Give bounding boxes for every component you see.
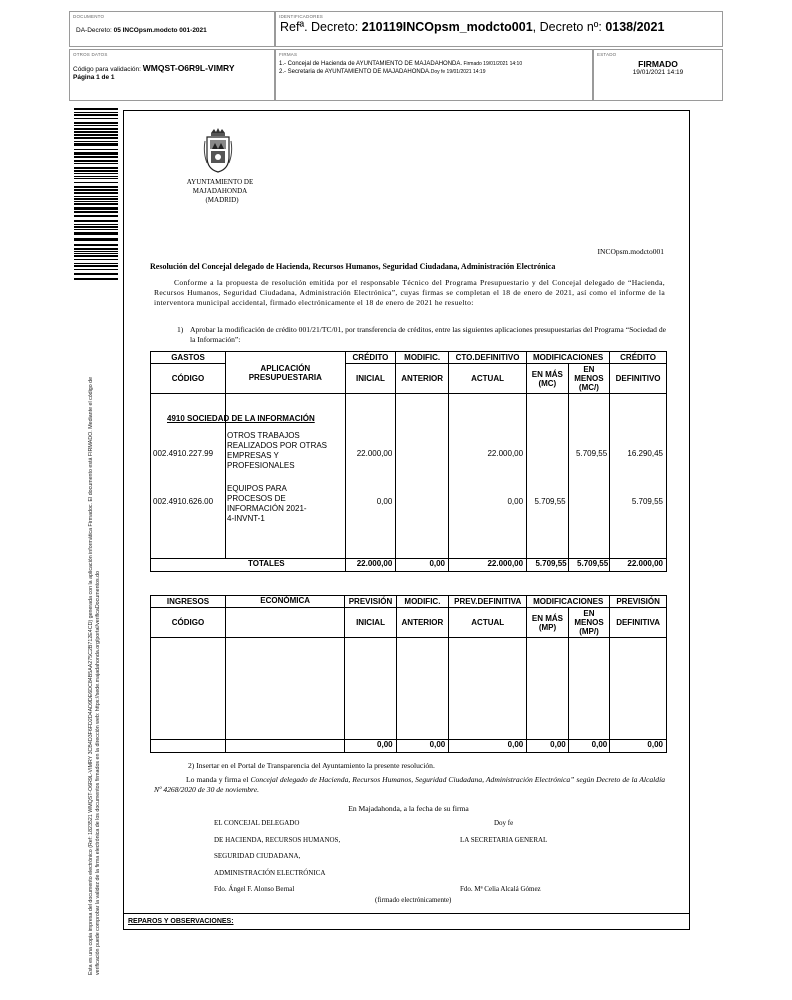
verification-notice bbox=[88, 275, 102, 975]
col-divider bbox=[225, 394, 226, 558]
gastos-table bbox=[150, 351, 667, 572]
total-menos: 5.709,55 bbox=[568, 559, 610, 572]
firma-1: 1.- Concejal de Hacienda de AYUNTAMIENTO DE MAJADAHONDA. Firmado 19/01/2021 14:10 bbox=[279, 61, 523, 67]
firmas-box bbox=[275, 49, 593, 101]
gastos-mas-cell bbox=[527, 394, 569, 559]
gastos-inicial-cell bbox=[345, 394, 396, 559]
row-1-actual: 22.000,00 bbox=[487, 449, 524, 458]
col-economica-blank bbox=[225, 608, 344, 638]
totals-label: TOTALES bbox=[151, 559, 346, 572]
col-actual-ing: ACTUAL bbox=[449, 608, 527, 638]
point-1: 1) Aprobar la modificación de crédito 001/21/TC/01, por transferencia de créditos, entre las siguientes aplicaciones presupuestarias del Programa “Sociedad de la Información”: bbox=[177, 325, 666, 344]
row-2-descripcion: EQUIPOS PARA PROCESOS DE INFORMACIÓN 2021-4-INVNT-1 bbox=[227, 484, 307, 523]
otros-datos-box bbox=[69, 49, 275, 101]
estado-date: 19/01/2021 14:19 bbox=[632, 69, 684, 76]
col-anterior: ANTERIOR bbox=[396, 364, 449, 394]
sig1-line-5: Fdo. Ángel F. Alonso Bernal bbox=[214, 885, 295, 893]
identificadores-label: IDENTIFICADORES bbox=[279, 14, 324, 19]
col-definitivo: DEFINITIVO bbox=[610, 364, 667, 394]
col-economica: ECONÓMICA bbox=[225, 596, 344, 608]
col-prev-definitiva: PREV.DEFINITIVA bbox=[449, 596, 527, 608]
col-anterior-ing: ANTERIOR bbox=[396, 608, 449, 638]
col-modific: MODIFIC. bbox=[396, 352, 449, 364]
total-anterior: 0,00 bbox=[396, 559, 449, 572]
total-actual: 22.000,00 bbox=[449, 559, 527, 572]
ingresos-header-row-1 bbox=[151, 596, 667, 608]
col-en-menos-ing: EN MENOS (MP/) bbox=[568, 608, 610, 638]
col-inicial-ing: INICIAL bbox=[345, 608, 396, 638]
point-2: 2) Insertar en el Portal de Transparencia del Ayuntamiento la presente resolución. bbox=[188, 761, 435, 770]
col-actual: ACTUAL bbox=[449, 364, 527, 394]
ing-total-definitivo: 0,00 bbox=[610, 740, 667, 753]
row-1-codigo: 002.4910.227.99 bbox=[153, 449, 214, 458]
verification-line-1: Esta es una copia impresa del documento electrónico (Ref: 1823521 WMQST-O6R9L-VIMRY 3CB4D3F6FD2D4AD9DE6DC84B5AA275C2B712E4CD) generada con la aplicación informática Firmadoc. El documento está FIRMADO. Mediante el código de bbox=[88, 376, 94, 975]
row-1-menos: 5.709,55 bbox=[576, 449, 608, 458]
total-mas: 5.709,55 bbox=[527, 559, 569, 572]
documento-label: DOCUMENTO bbox=[73, 14, 105, 19]
ing-total-mas: 0,00 bbox=[527, 740, 569, 753]
col-gastos: GASTOS bbox=[151, 352, 226, 364]
row-2-inicial: 0,00 bbox=[376, 497, 393, 506]
resolution-title: Resolución del Concejal delegado de Hacienda, Recursos Humanos, Seguridad Ciudadana, Administración Electrónica bbox=[150, 262, 556, 271]
row-1-inicial: 22.000,00 bbox=[356, 449, 393, 458]
identificadores-box bbox=[275, 11, 723, 47]
ing-total-actual: 0,00 bbox=[449, 740, 527, 753]
firmado-electronicamente: (firmado electrónicamente) bbox=[375, 896, 452, 904]
col-cto-definitivo: CTO.DEFINITIVO bbox=[449, 352, 527, 364]
ingresos-table bbox=[150, 595, 667, 753]
signature-secretaria bbox=[460, 815, 547, 898]
col-ingresos: INGRESOS bbox=[151, 596, 226, 608]
ing-total-menos: 0,00 bbox=[568, 740, 610, 753]
col-modific-ing: MODIFIC. bbox=[396, 596, 449, 608]
row-2-actual: 0,00 bbox=[507, 497, 524, 506]
sig2-name: Fdo. Mª Celia Alcalá Gómez bbox=[460, 885, 541, 893]
decreto-reference: Refª. Decreto: 210119INCOpsm_modcto001, Decreto nº: 0138/2021 bbox=[280, 20, 665, 34]
row-2-definitivo: 5.709,55 bbox=[631, 497, 663, 506]
sig1-line-4: ADMINISTRACIÓN ELECTRÓNICA bbox=[214, 868, 326, 877]
ayuntamiento-heading: AYUNTAMIENTO DE MAJADAHONDA (MADRID) bbox=[186, 178, 254, 204]
pagina-text: Página 1 de 1 bbox=[73, 74, 115, 81]
col-codigo-ing: CÓDIGO bbox=[151, 608, 226, 638]
col-prevision-def: PREVISIÓN bbox=[610, 596, 667, 608]
col-en-mas: EN MÁS (MC) bbox=[527, 364, 569, 394]
estado-value: FIRMADO bbox=[638, 59, 678, 69]
total-inicial: 22.000,00 bbox=[345, 559, 396, 572]
col-modificaciones: MODIFICACIONES bbox=[527, 352, 610, 364]
program-heading: 4910 SOCIEDAD DE LA INFORMACIÓN bbox=[167, 414, 315, 423]
gastos-definitivo-cell bbox=[610, 394, 667, 559]
otros-datos-label: OTROS DATOS bbox=[73, 52, 108, 57]
coat-of-arms-icon bbox=[203, 127, 233, 173]
verification-line-2: verificación puede comprobar la validez de la firma electrónica de los documentos firmados en la dirección web: https://sede.majadahonda.org/portal/verificaDocumentos.do bbox=[95, 571, 101, 975]
barcode-image bbox=[74, 108, 118, 280]
documento-box bbox=[69, 11, 275, 47]
firmas-label: FIRMAS bbox=[279, 52, 298, 57]
col-modificaciones-ing: MODIFICACIONES bbox=[527, 596, 610, 608]
col-credito: CRÉDITO bbox=[345, 352, 396, 364]
col-credito-def: CRÉDITO bbox=[610, 352, 667, 364]
signature-paragraph: Lo manda y firma el Concejal delegado de Hacienda, Recursos Humanos, Seguridad Ciudadana, Administración Electrónica” según Decreto de la Alcaldía Nº 4268/2020 de 30 de noviembre. bbox=[154, 775, 665, 794]
col-en-mas-ing: EN MÁS (MP) bbox=[527, 608, 569, 638]
fecha-line: En Majadahonda, a la fecha de su firma bbox=[348, 804, 469, 813]
document-reference: INCOpsm.modcto001 bbox=[597, 247, 664, 256]
gastos-menos-cell bbox=[568, 394, 610, 559]
total-definitivo: 22.000,00 bbox=[610, 559, 667, 572]
sig1-line-1: EL CONCEJAL DELEGADO bbox=[214, 819, 300, 827]
documento-value: DA-Decreto: 05 INCOpsm.modcto 001-2021 bbox=[76, 27, 207, 34]
ingresos-totals-row bbox=[151, 740, 667, 753]
gastos-body-row bbox=[151, 394, 667, 559]
sig1-line-2: DE HACIENDA, RECURSOS HUMANOS, bbox=[214, 835, 341, 844]
firmas-list bbox=[279, 60, 522, 76]
ing-total-inicial: 0,00 bbox=[345, 740, 396, 753]
gastos-body-apps bbox=[151, 394, 346, 559]
estado-label: ESTADO bbox=[597, 52, 617, 57]
row-2-codigo: 002.4910.626.00 bbox=[153, 497, 214, 506]
row-2-mas: 5.709,55 bbox=[534, 497, 566, 506]
estado-box bbox=[593, 49, 723, 101]
gastos-actual-cell bbox=[449, 394, 527, 559]
col-inicial: INICIAL bbox=[345, 364, 396, 394]
firma-2: 2.- Secretaria de AYUNTAMIENTO DE MAJADAHONDA.Doy fe 19/01/2021 14:19 bbox=[279, 69, 486, 75]
col-prevision: PREVISIÓN bbox=[345, 596, 396, 608]
gastos-header-row-1 bbox=[151, 352, 667, 364]
intro-paragraph: Conforme a la propuesta de resolución emitida por el responsable Técnico del Programa Presupuestario y del Concejal delegado de “Hacienda, Recursos Humanos, Seguridad Ciudadana, Administración Electrónica”, cuyas firmas se completan el 18 de enero de 2021, así como el informe de la interventora municipal accidental, firmado electrónicamente el 18 de enero de 2021 he resuelto: bbox=[154, 278, 665, 307]
codigo-validacion: Código para validación: WMQST-O6R9L-VIMRY bbox=[73, 63, 235, 73]
sig2-doyfe: Doy fe bbox=[494, 819, 514, 827]
sig2-title: LA SECRETARIA GENERAL bbox=[460, 835, 548, 844]
ingresos-body-row bbox=[151, 638, 667, 740]
col-codigo: CÓDIGO bbox=[151, 364, 226, 394]
row-1-definitivo: 16.290,45 bbox=[627, 449, 663, 458]
col-aplicacion: APLICACIÓN PRESUPUESTARIA bbox=[226, 352, 346, 394]
row-1-descripcion: OTROS TRABAJOS REALIZADOS POR OTRAS EMPRESAS Y PROFESIONALES bbox=[227, 431, 328, 470]
col-en-menos: EN MENOS (MC/) bbox=[568, 364, 610, 394]
ing-total-anterior: 0,00 bbox=[396, 740, 449, 753]
col-definitiva-ing: DEFINITIVA bbox=[610, 608, 667, 638]
reparos-heading: REPAROS Y OBSERVACIONES: bbox=[128, 918, 234, 925]
sig1-line-3: SEGURIDAD CIUDADANA, bbox=[214, 852, 301, 860]
gastos-totals-row bbox=[151, 559, 667, 572]
gastos-anterior-cell bbox=[396, 394, 449, 559]
ingresos-header-row-2 bbox=[151, 608, 667, 638]
reparos-divider bbox=[123, 913, 690, 914]
signature-concejal bbox=[214, 815, 340, 898]
